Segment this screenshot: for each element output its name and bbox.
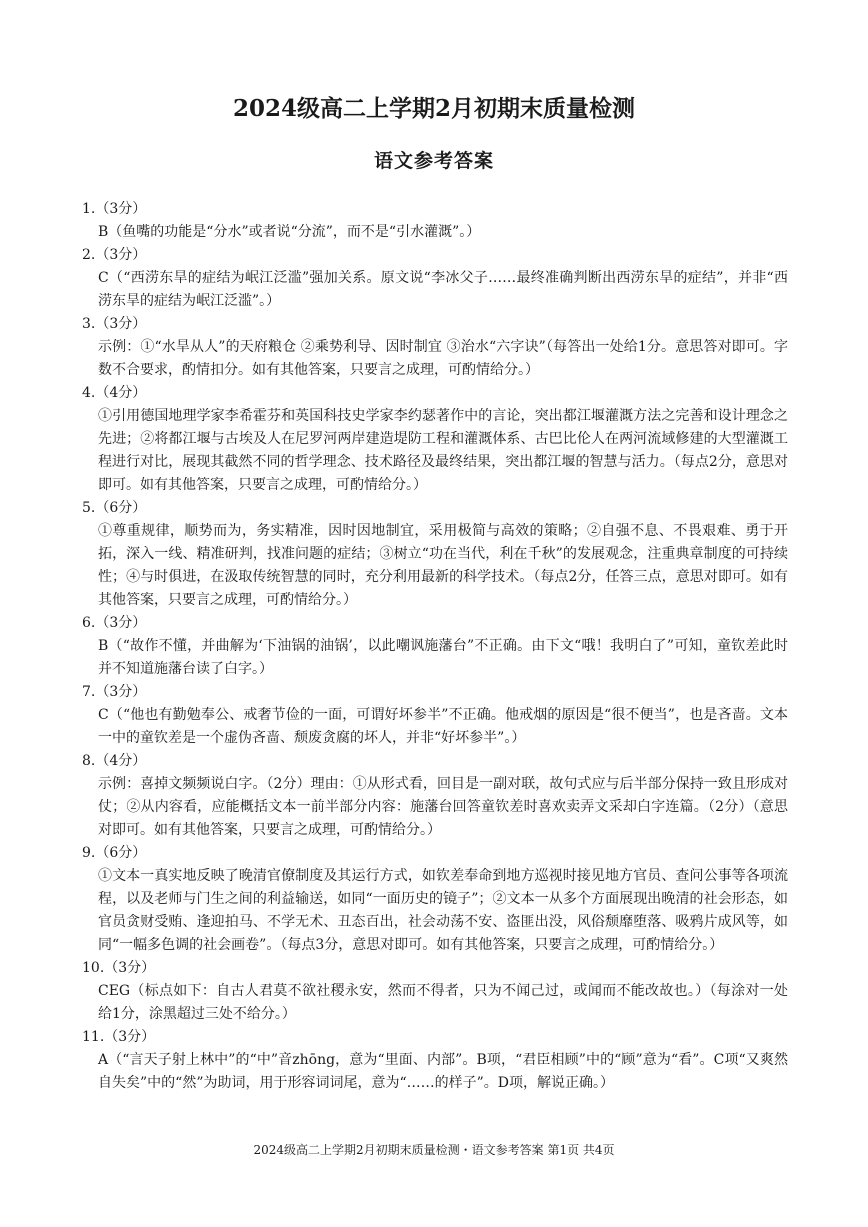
answer-text: CEG（标点如下：自古人君莫不欲社稷永安，然而不得者，只为不闻己过，或闻而不能改故也。）（每涂对一处给1分，涂黑超过三处不给分。）: [98, 983, 788, 1022]
answer-text: C（“他也有勤勉奉公、戒奢节俭的一面，可谓好坏参半”不正确。他戒烟的原因是“很不便当”，也是吝啬。文本一中的童钦差是一个虚伪吝啬、颓废贪腐的坏人，并非“好坏参半”。）: [98, 707, 788, 746]
answer-text: 示例：喜掉文频频说白字。（2分）理由：①从形式看，回目是一副对联，故句式应与后半部分保持一致且形成对仗；②从内容看，应能概括文本一前半部分内容：施藩台回答童钦差时喜欢卖弄文采却白字连篇。（2分）（意思对即可。如有其他答案，只要言之成理，可酌情给分。）: [98, 776, 788, 838]
answer-number: 6.（3分）: [82, 615, 147, 631]
answer-item-1: [0, 198, 868, 244]
answer-item-9: [0, 842, 868, 957]
answer-number: 10.（3分）: [82, 960, 156, 976]
answer-list: [0, 198, 868, 1095]
answer-number: 11.（3分）: [82, 1029, 156, 1045]
answer-item-10: [0, 957, 868, 1026]
answer-item-5: [0, 497, 868, 612]
answer-item-7: [0, 681, 868, 750]
page-footer: 2024级高二上学期2月初期末质量检测・语文参考答案 第1页 共4页: [253, 1143, 615, 1157]
answer-number: 7.（3分）: [82, 684, 147, 700]
answer-number: 8.（4分）: [82, 753, 147, 769]
answer-text: ①尊重规律，顺势而为，务实精准，因时因地制宜，采用极简与高效的策略；②自强不息、不畏艰难、勇于开拓，深入一线、精准研判，找准问题的症结；③树立“功在当代，利在千秋”的发展观念，注重典章制度的可持续性；④与时俱进，在汲取传统智慧的同时，充分利用最新的科学技术。（每点2分，任答三点，意思对即可。如有其他答案，只要言之成理，可酌情给分。）: [98, 523, 788, 608]
answer-number: 3.（3分）: [82, 316, 147, 332]
answer-item-8: [0, 750, 868, 842]
answer-item-3: [0, 313, 868, 382]
answer-item-11: [0, 1026, 868, 1095]
answer-number: 1.（3分）: [82, 201, 147, 217]
answer-number: 4.（4分）: [82, 385, 147, 401]
answer-text: B（鱼嘴的功能是“分水”或者说“分流”，而不是“引水灌溉”。）: [98, 224, 481, 240]
answer-text: B（“故作不懂，并曲解为‘下油锅的油锅’，以此嘲讽施藩台”不正确。由下文“哦！我明白了”可知，童钦差此时并不知道施藩台读了白字。）: [98, 638, 788, 677]
answer-number: 5.（6分）: [82, 500, 147, 516]
answer-text: A（“言天子射上林中”的“中”音zhōng，意为“里面、内部”。B项，“君臣相顾”中的“顾”意为“看”。C项“又爽然自失矣”中的“然”为助词，用于形容词词尾，意为“……的样子”。D项，解说正确。）: [98, 1052, 788, 1091]
answer-text: ①文本一真实地反映了晚清官僚制度及其运行方式，如钦差奉命到地方巡视时接见地方官员、查问公事等各项流程，以及老师与门生之间的利益输送，如同“一面历史的镜子”；②文本一从多个方面展现出晚清的社会形态，如官员贪财受贿、逢迎拍马、不学无术、丑态百出，社会动荡不安、盗匪出没，风俗颓靡堕落、吸鸦片成风等，如同“一幅多色调的社会画卷”。（每点3分，意思对即可。如有其他答案，只要言之成理，可酌情给分。）: [98, 868, 788, 953]
answer-item-2: [0, 244, 868, 313]
answer-number: 9.（6分）: [82, 845, 147, 861]
answer-text: ①引用德国地理学家李希霍芬和英国科技史学家李约瑟著作中的言论，突出都江堰灌溉方法之完善和设计理念之先进；②将都江堰与古埃及人在尼罗河两岸建造堤防工程和灌溉体系、古巴比伦人在两河流域修建的大型灌溉工程进行对比，展现其截然不同的哲学理念、技术路径及最终结果，突出都江堰的智慧与活力。（每点2分，意思对即可。如有其他答案，只要言之成理，可酌情给分。）: [98, 408, 788, 493]
answer-item-4: [0, 382, 868, 497]
page-subtitle: 语文参考答案: [373, 150, 494, 172]
answer-text: C（“西涝东旱的症结为岷江泛滥”强加关系。原文说“李冰父子……最终准确判断出西涝东旱的症结”，并非“西涝东旱的症结为岷江泛滥”。）: [98, 270, 788, 309]
page-title: 2024级高二上学期2月初期末质量检测: [232, 95, 636, 122]
answer-item-6: [0, 612, 868, 681]
answer-number: 2.（3分）: [82, 247, 147, 263]
answer-text: 示例：①“水旱从人”的天府粮仓 ②乘势利导、因时制宜 ③治水“六字诀”（每答出一处给1分。意思答对即可。字数不合要求，酌情扣分。如有其他答案，只要言之成理，可酌情给分。）: [98, 339, 788, 378]
